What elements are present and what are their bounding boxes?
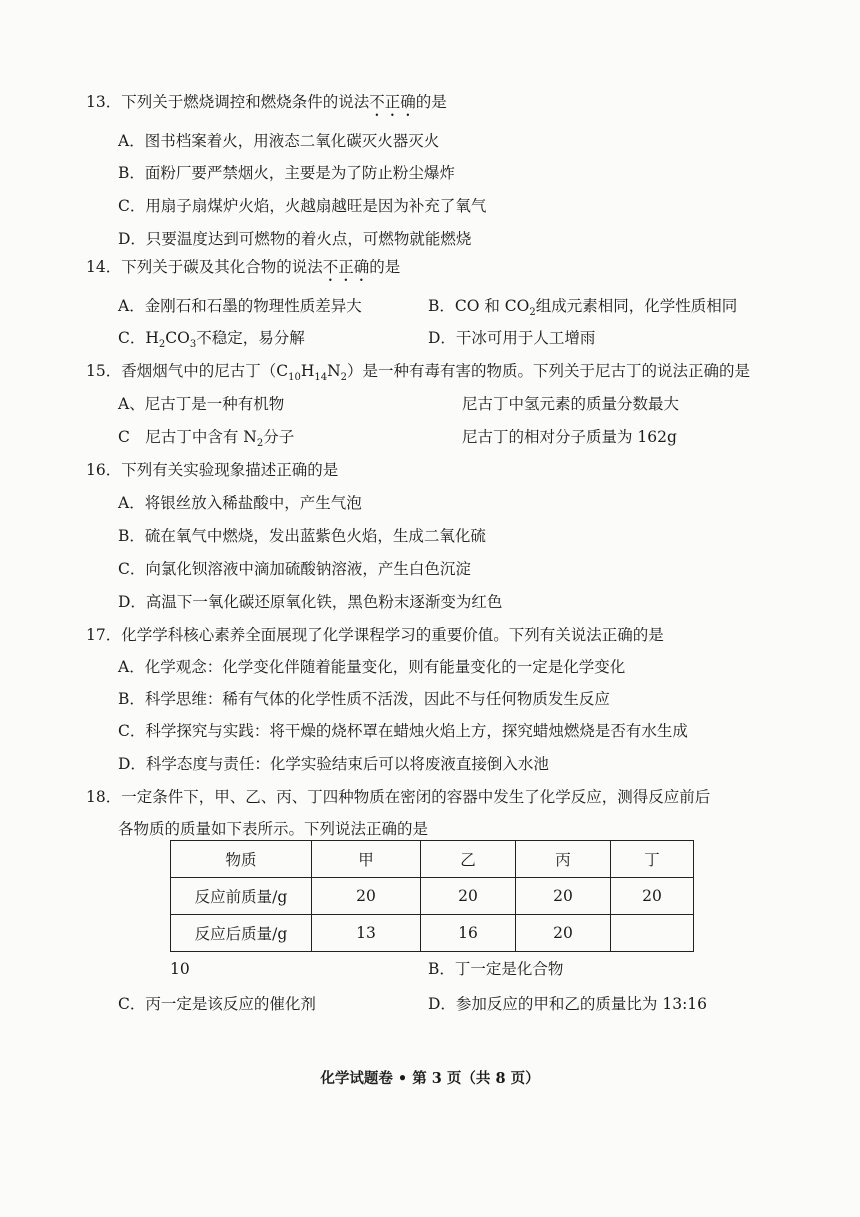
question-16-option-a: A．将银丝放入稀盐酸中，产生气泡 <box>118 494 362 512</box>
question-17-option-b: B．科学思维：稀有气体的化学性质不活泼，因此不与任何物质发生反应 <box>118 690 610 708</box>
table-cell: 13 <box>312 915 421 952</box>
table-cell: 20 <box>421 878 516 915</box>
question-14-stem <box>86 256 400 285</box>
option-text: C．H <box>118 329 159 347</box>
question-18-option-a: 10 <box>170 960 190 978</box>
question-16-option-d: D．高温下一氧化碳还原氧化铁，黑色粉末逐渐变为红色 <box>118 593 503 611</box>
question-text: 的是 <box>415 93 447 111</box>
question-text: 化学学科核心素养全面展现了化学课程学习的重要价值。下列有关说法正确的是 <box>121 626 664 644</box>
subscript: 14 <box>314 372 328 384</box>
option-text: 组成元素相同，化学性质相同 <box>535 297 738 315</box>
table-cell: 20 <box>312 878 421 915</box>
question-16-stem <box>86 459 338 481</box>
question-16-option-b: B．硫在氧气中燃烧，发出蓝紫色火焰，生成二氧化硫 <box>118 527 486 545</box>
emphasis-text: 不正确 <box>322 258 370 276</box>
question-15-option-c <box>118 426 294 448</box>
question-17-option-d: D．科学态度与责任：化学实验结束后可以将废液直接倒入水池 <box>118 755 549 773</box>
question-14-option-c <box>118 327 305 349</box>
table-cell: 20 <box>516 878 611 915</box>
question-text: 下列有关实验现象描述正确的是 <box>121 461 339 479</box>
question-17-stem <box>86 624 664 646</box>
option-text: 不稳定，易分解 <box>196 329 305 347</box>
question-text: 下列关于燃烧调控和燃烧条件的说法 <box>121 93 370 111</box>
subscript: 10 <box>288 372 301 384</box>
page-footer: 化学试题卷 • 第 3 页（共 8 页） <box>320 1070 540 1087</box>
emphasis-text: 不正确 <box>369 93 416 111</box>
table-cell: 16 <box>421 915 516 952</box>
question-text: 一定条件下，甲、乙、丙、丁四种物质在密闭的容器中发生了化学反应，测得反应前后 <box>121 788 711 806</box>
question-14-option-a: A．金刚石和石墨的物理性质差异大 <box>118 297 362 315</box>
question-18-option-d: D．参加反应的甲和乙的质量比为 13:16 <box>428 995 708 1013</box>
question-text: H <box>300 362 315 380</box>
question-number: 15． <box>86 362 122 380</box>
question-13-stem <box>86 91 447 120</box>
table-cell: 物质 <box>171 841 312 878</box>
question-16-option-c: C．向氯化钡溶液中滴加硫酸钠溶液，产生白色沉淀 <box>118 560 471 578</box>
question-number: 16． <box>86 461 122 479</box>
question-text: N <box>327 362 341 380</box>
question-17-option-a: A．化学观念：化学变化伴随着能量变化，则有能量变化的一定是化学变化 <box>118 658 626 676</box>
table-cell: 20 <box>516 915 611 952</box>
subscript: 2 <box>158 339 166 351</box>
question-13-option-d: D．只要温度达到可燃物的着火点，可燃物就能燃烧 <box>118 230 472 248</box>
question-13-option-a: A．图书档案着火，用液态二氧化碳灭火器灭火 <box>118 132 440 150</box>
table-header-row <box>171 841 694 878</box>
question-number: 13． <box>86 93 122 111</box>
question-18-stem-line2: 各物质的质量如下表所示。下列说法正确的是 <box>118 820 429 838</box>
subscript: 2 <box>529 307 536 319</box>
table-cell: 反应后质量/g <box>171 915 312 952</box>
question-18-stem <box>86 786 710 808</box>
table-cell: 丙 <box>516 841 611 878</box>
subscript: 3 <box>189 339 197 351</box>
question-15-option-d: 尼古丁的相对分子质量为 162g <box>462 428 677 446</box>
question-18-option-b: B．丁一定是化合物 <box>428 960 564 978</box>
question-15-stem <box>86 360 750 382</box>
question-18-option-c: C．丙一定是该反应的催化剂 <box>118 995 316 1013</box>
table-cell: 20 <box>611 878 694 915</box>
question-14-option-d: D．干冰可用于人工增雨 <box>428 329 596 347</box>
question-number: 17． <box>86 626 122 644</box>
option-text: C 尼古丁中含有 N <box>118 428 257 446</box>
question-number: 18． <box>86 788 122 806</box>
question-text: 的是 <box>369 258 401 276</box>
table-cell: 丁 <box>611 841 694 878</box>
table-cell: 反应前质量/g <box>171 878 312 915</box>
question-13-option-b: B．面粉厂要严禁烟火，主要是为了防止粉尘爆炸 <box>118 164 455 182</box>
table-row <box>171 878 694 915</box>
table-cell: 乙 <box>421 841 516 878</box>
question-13-option-c: C．用扇子扇煤炉火焰，火越扇越旺是因为补充了氧气 <box>118 197 487 215</box>
table-row <box>171 915 694 952</box>
option-text: 分子 <box>263 428 295 446</box>
question-text: ）是一种有毒有害的物质。下列关于尼古丁的说法正确的是 <box>347 362 751 380</box>
question-number: 14． <box>86 258 122 276</box>
question-15-option-a: A、尼古丁是一种有机物 <box>118 395 285 413</box>
option-text: CO <box>165 329 190 347</box>
subscript: 2 <box>256 438 264 450</box>
table-cell: 甲 <box>312 841 421 878</box>
mass-table <box>170 840 694 952</box>
option-text: B．CO 和 CO <box>428 297 530 315</box>
table-cell <box>611 915 694 952</box>
question-14-option-b <box>428 295 737 317</box>
question-15-option-b: 尼古丁中氢元素的质量分数最大 <box>462 395 680 413</box>
question-text: 下列关于碳及其化合物的说法 <box>121 258 323 276</box>
question-17-option-c: C．科学探究与实践：将干燥的烧杯罩在蜡烛火焰上方，探究蜡烛燃烧是否有水生成 <box>118 722 688 740</box>
subscript: 2 <box>340 372 348 384</box>
question-text: 香烟烟气中的尼古丁（C <box>121 362 289 380</box>
